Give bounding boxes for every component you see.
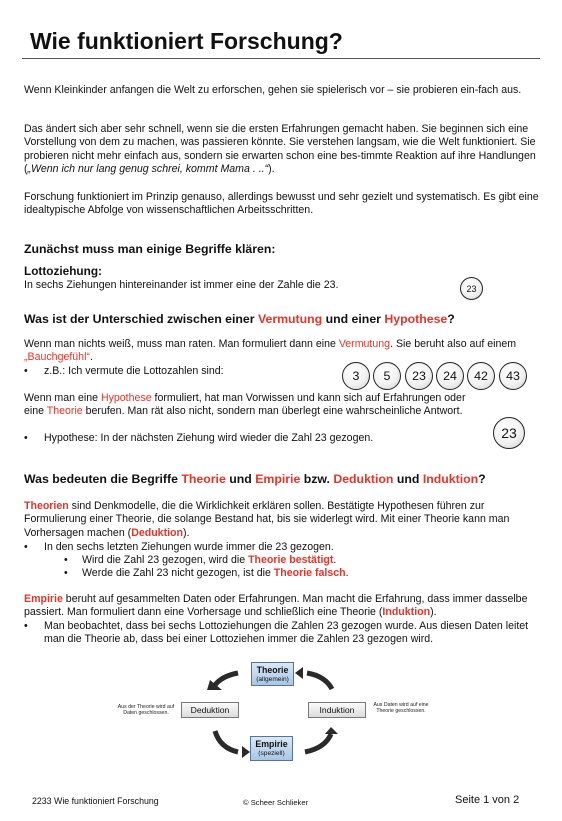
bullet-marker: • xyxy=(24,541,28,553)
arrow-induktion-to-theorie xyxy=(307,673,332,689)
v-p1-end: . xyxy=(89,351,93,364)
hypothese-bullet: Hypothese: In der nächsten Ziehung wird wieder die Zahl 23 gezogen. xyxy=(44,432,374,444)
th-text: Was bedeuten die Begriffe xyxy=(24,472,182,486)
th-induktion: Induktion xyxy=(422,472,479,486)
t-p1-text: sind Denkmodelle, die die Wirklichkeit erklären sollen. Bestätigte Hypothesen führen zur Formulierung einer Theorie, die solange Bestand hat, bis sie widerlegt wird. Mit einer Theorie kann man Vorhersagen machen ( xyxy=(24,500,510,539)
intro-paragraph-1: Wenn Kleinkinder anfangen die Welt zu erforschen, gehen sie spielerisch vor – sie probieren ein-fach aus. xyxy=(24,84,522,96)
sb2-falsch: Theorie falsch xyxy=(273,567,346,579)
lotto-ball: 5 xyxy=(373,362,401,390)
vermutung-bullet: z.B.: Ich vermute die Lottozahlen sind: xyxy=(44,365,224,377)
lotto-ball: 43 xyxy=(499,362,527,390)
footer-center: © Scheer Schlieker xyxy=(243,798,309,807)
t-p1-theorien: Theorien xyxy=(24,500,69,512)
e-p2-induktion: Induktion xyxy=(382,606,431,619)
footer-left: 2233 Wie funktioniert Forschung xyxy=(32,796,159,806)
e-p2-empirie: Empirie xyxy=(24,593,63,605)
bullet-marker: • xyxy=(24,365,28,377)
e-p2-text: beruht auf gesammelten Daten oder Erfahrungen. Man macht die Erfahrung, dass immer dasselbe passiert. Man formuliert dann eine Vorhersage und schließlich eine Theorie ( xyxy=(24,593,528,619)
begriffe-heading: Zunächst muss man einige Begriffe klären: xyxy=(24,242,276,256)
intro-quote: „Wenn ich nur lang genug schrei, kommt Mama . ..“ xyxy=(27,163,269,176)
vh-text-2: und einer xyxy=(322,312,385,326)
sb1-bestaetigt: Theorie bestätigt xyxy=(248,554,334,566)
h-p2-hypothese: Hypothese xyxy=(100,392,152,404)
th-q: ? xyxy=(478,472,486,486)
big-lotto-ball: 23 xyxy=(493,417,525,449)
lotto-ball: 23 xyxy=(405,362,433,390)
vh-hypothese: Hypothese xyxy=(384,312,448,326)
th-deduktion: Deduktion xyxy=(333,472,394,486)
footer-page: Seite 1 von 2 xyxy=(455,794,520,806)
bullet-marker: • xyxy=(24,432,28,444)
vh-vermutung: Vermutung xyxy=(257,312,323,326)
induktion-note: Aus Daten wird auf eine Theorie geschlossen. xyxy=(373,702,429,715)
t-p1-deduktion: Deduktion xyxy=(131,526,183,539)
lotto-text: In sechs Ziehungen hintereinander ist immer eine der Zahle die 23. xyxy=(24,279,339,291)
arrow-deduktion-to-empirie xyxy=(215,731,238,752)
intro-p2-text: Das ändert sich aber sehr schnell, wenn sie die ersten Erfahrungen gemacht haben. Sie beginnen sich eine Vorstellung von dem zu machen, was passieren könnte. Sie verstehen langsam, wie die Welt funktioniert. Sie probieren nicht mehr einfach aus, sondern sie erwarten schon eine bes-timmte Reaktion auf ihre Handlungen ( xyxy=(24,123,536,176)
e-p2-end: ). xyxy=(430,606,437,619)
arrowhead-right-icon xyxy=(242,746,250,758)
sb1-end: . xyxy=(333,554,337,566)
sb2-end: . xyxy=(345,567,349,579)
th-text-2: und xyxy=(225,472,256,486)
arrowhead-up-icon xyxy=(325,727,338,734)
theorie-box-sub: (allgemein) xyxy=(256,676,289,683)
sb2-text: Werde die Zahl 23 nicht gezogen, ist die xyxy=(82,567,274,579)
sub-bullet-marker: • xyxy=(64,567,68,579)
v-p1-vermutung: Vermutung xyxy=(338,338,391,350)
v-p1-text-2: . Sie beruht also auf einem xyxy=(390,338,517,350)
arrow-empirie-to-induktion xyxy=(305,734,331,752)
intro-p2-end: ). xyxy=(268,163,275,176)
bullet-marker: • xyxy=(24,620,28,632)
lotto-heading: Lottoziehung: xyxy=(24,264,102,278)
th-text-3: bzw. xyxy=(300,472,334,486)
lotto-ball: 3 xyxy=(342,362,370,390)
v-p1-text: Wenn man nichts weiß, muss man raten. Man formuliert dann eine xyxy=(24,338,339,350)
empirie-box-sub: (speziell) xyxy=(258,750,285,757)
h-p2-text-3: berufen. Man rät also nicht, sondern man überlegt eine wahrscheinliche Antwort. xyxy=(82,405,463,418)
theorie-bullet: In den sechs letzten Ziehungen wurde immer die 23 gezogen. xyxy=(44,541,334,553)
h-p2-text: Wenn man eine xyxy=(24,392,101,404)
deduktion-box: Deduktion xyxy=(181,702,239,718)
deduktion-note: Aus der Theorie wird auf Daten geschlossen. xyxy=(117,704,175,717)
h-p2-theorie: Theorie xyxy=(46,405,83,418)
empirie-box-title: Empirie xyxy=(255,739,288,749)
th-text-4: und xyxy=(393,472,423,486)
th-empirie: Empirie xyxy=(255,472,301,486)
theorie-box-title: Theorie xyxy=(256,665,289,675)
th-theorie: Theorie xyxy=(181,472,226,486)
lotto-ball: 23 xyxy=(460,277,483,300)
empirie-bullet: Man beobachtet, dass bei sechs Lottoziehungen die Zahlen 23 gezogen wurde. Aus diesen Daten leitet man die Theorie ab, dass bei einer Lottoziehen immer die Zahlen 23 gezogen wird. xyxy=(44,620,529,646)
sub-bullet-marker: • xyxy=(64,554,68,566)
sb1-text: Wird die Zahl 23 gezogen, wird die xyxy=(82,554,249,566)
intro-paragraph-3: Forschung funktioniert im Prinzip genauso, allerdings bewusst und sehr gezielt und systematisch. Es gibt eine idealtypische Abfolge von wissenschaftlichen Arbeitsschritten. xyxy=(24,191,539,217)
arrow-theorie-to-deduktion xyxy=(215,673,238,685)
lotto-ball: 42 xyxy=(467,362,495,390)
h-p2-text-2: formuliert, hat man Vorwissen und kann sich auf Erfahrungen oder eine xyxy=(24,392,466,418)
page-title: Wie funktioniert Forschung? xyxy=(30,28,343,54)
vh-q: ? xyxy=(447,312,455,326)
induktion-box: Induktion xyxy=(308,702,366,718)
arrowhead-left-icon xyxy=(295,667,303,679)
vh-text: Was ist der Unterschied zwischen einer xyxy=(24,312,258,326)
t-p1-end: ). xyxy=(182,526,190,539)
lotto-ball: 24 xyxy=(436,362,464,390)
v-p1-bauchgefuehl: „Bauchgefühl“ xyxy=(24,351,90,364)
